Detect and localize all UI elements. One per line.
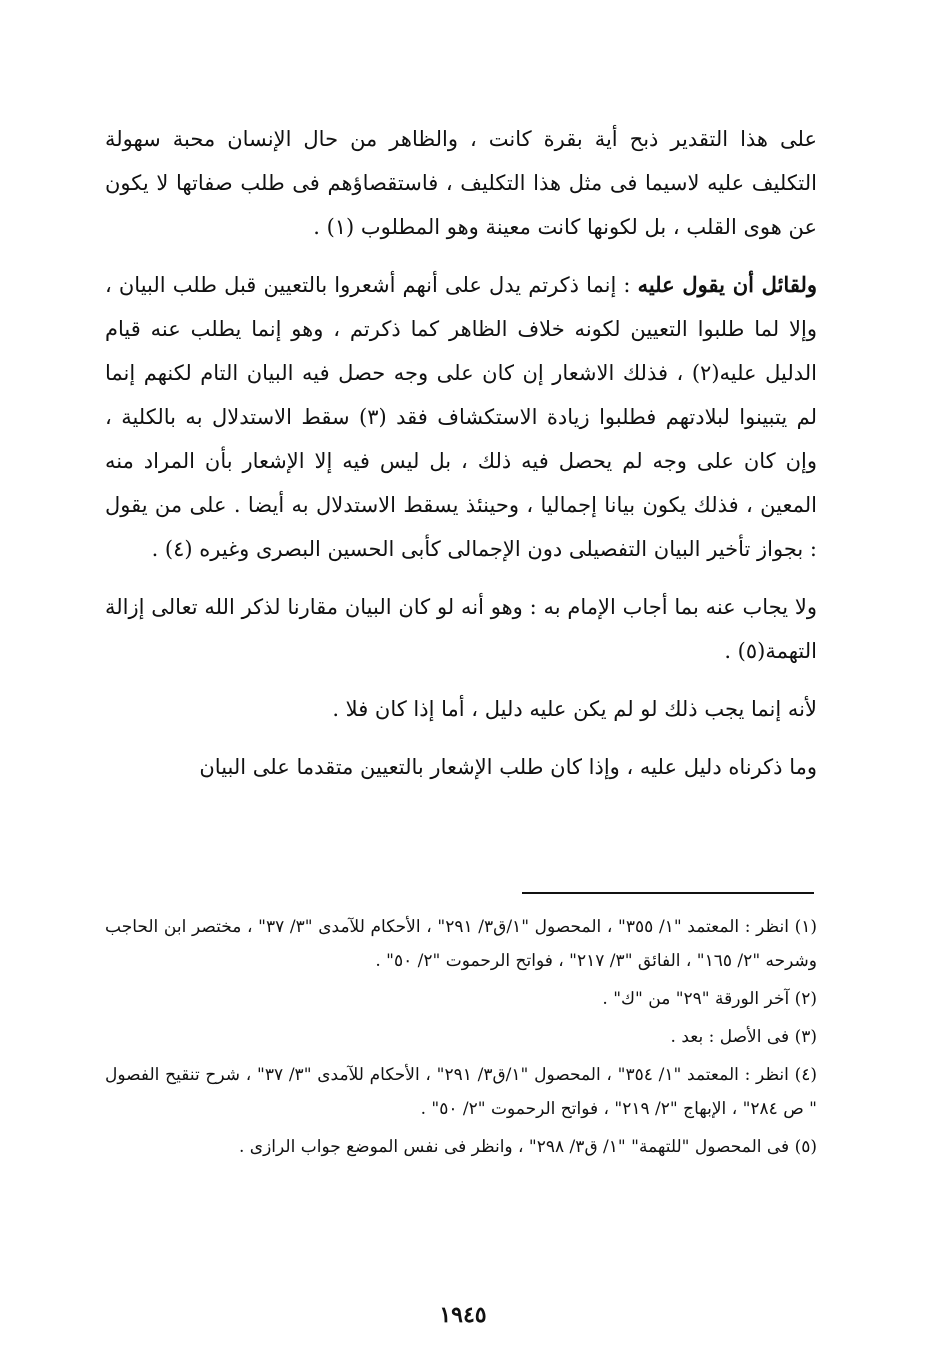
footnote-separator: [522, 892, 814, 894]
footnote-3: (٣) فى الأصل : بعد .: [670, 1027, 817, 1047]
paragraph-lead-phrase: ولقائل أن يقول عليه: [637, 272, 817, 297]
paragraph-3: ولا يجاب عنه بما أجاب الإمام به : وهو أنه لو كان البيان مقارنا لذكر الله تعالى إزالة التهمة(٥) .: [105, 595, 817, 663]
footnote-5: (٥) فى المحصول "للتهمة" "١/ ق٣/ ٢٩٨" ، وانظر فى نفس الموضع جواب الرازى .: [238, 1137, 817, 1157]
footnote-1: (١) انظر : المعتمد "١/ ٣٥٥" ، المحصول "١/ق٣/ ٢٩١" ، الأحكام للآمدى "٣/ ٣٧" ، مختصر ابن الحاجب وشرحه "٢/ ١٦٥" ، الفائق "٣/ ٢١٧" ، فواتح الرحموت "٢/ ٥٠" .: [105, 917, 818, 971]
footnotes: [105, 910, 817, 1168]
paragraph-1: على هذا التقدير ذبح أية بقرة كانت ، والظاهر من حال الإنسان محبة سهولة التكليف عليه لاسيما فى مثل هذا التكليف ، فاستقصاؤهم فى طلب صفاتها لا يكون عن هوى القلب ، بل لكونها كانت معينة وهو المطلوب (١) .: [105, 127, 817, 239]
paragraph-2: ولقائل أن يقول عليه : إنما ذكرتم يدل على أنهم أشعروا بالتعيين قبل طلب البيان ، وإلا لما طلبوا التعيين لكونه خلاف الظاهر كما ذكرتم ، وهو إنما يطلب عنه قيام الدليل عليه(٢) ، فذلك الاشعار إن كان على وجه حصل فيه البيان التام لكنهم إنما لم يتبينوا لبلادتهم فطلبوا زيادة الاستكشاف فقد (٣) سقط الاستدلال به بالكلية ، وإن كان على وجه لم يحصل فيه ذلك ، بل ليس فيه إلا الإشعار بأن المراد منه المعين ، فذلك يكون بيانا إجماليا ، وحينئذ يسقط الاستدلال به أيضا . على من يقول : بجواز تأخير البيان التفصيلى دون الإجمالى كأبى الحسين البصرى وغيره (٤) .: [105, 272, 817, 561]
paragraph-5: وما ذكرناه دليل عليه ، وإذا كان طلب الإشعار بالتعيين متقدما على البيان: [199, 755, 817, 779]
main-text: [105, 117, 817, 803]
page-number: ١٩٤٥: [439, 1302, 487, 1328]
paragraph-4: لأنه إنما يجب ذلك لو لم يكن عليه دليل ، أما إذا كان فلا .: [332, 697, 817, 721]
footnote-2: (٢) آخر الورقة "٢٩" من "ك" .: [602, 989, 817, 1009]
footnote-4: (٤) انظر : المعتمد "١/ ٣٥٤" ، المحصول "١/ق٣/ ٢٩١" ، الأحكام للآمدى "٣/ ٣٧" ، شرح تنقيح الفصول " ص ٢٨٤" ، الإبهاج "٢/ ٢١٩" ، فواتح الرحموت "٢/ ٥٠" .: [105, 1065, 817, 1119]
